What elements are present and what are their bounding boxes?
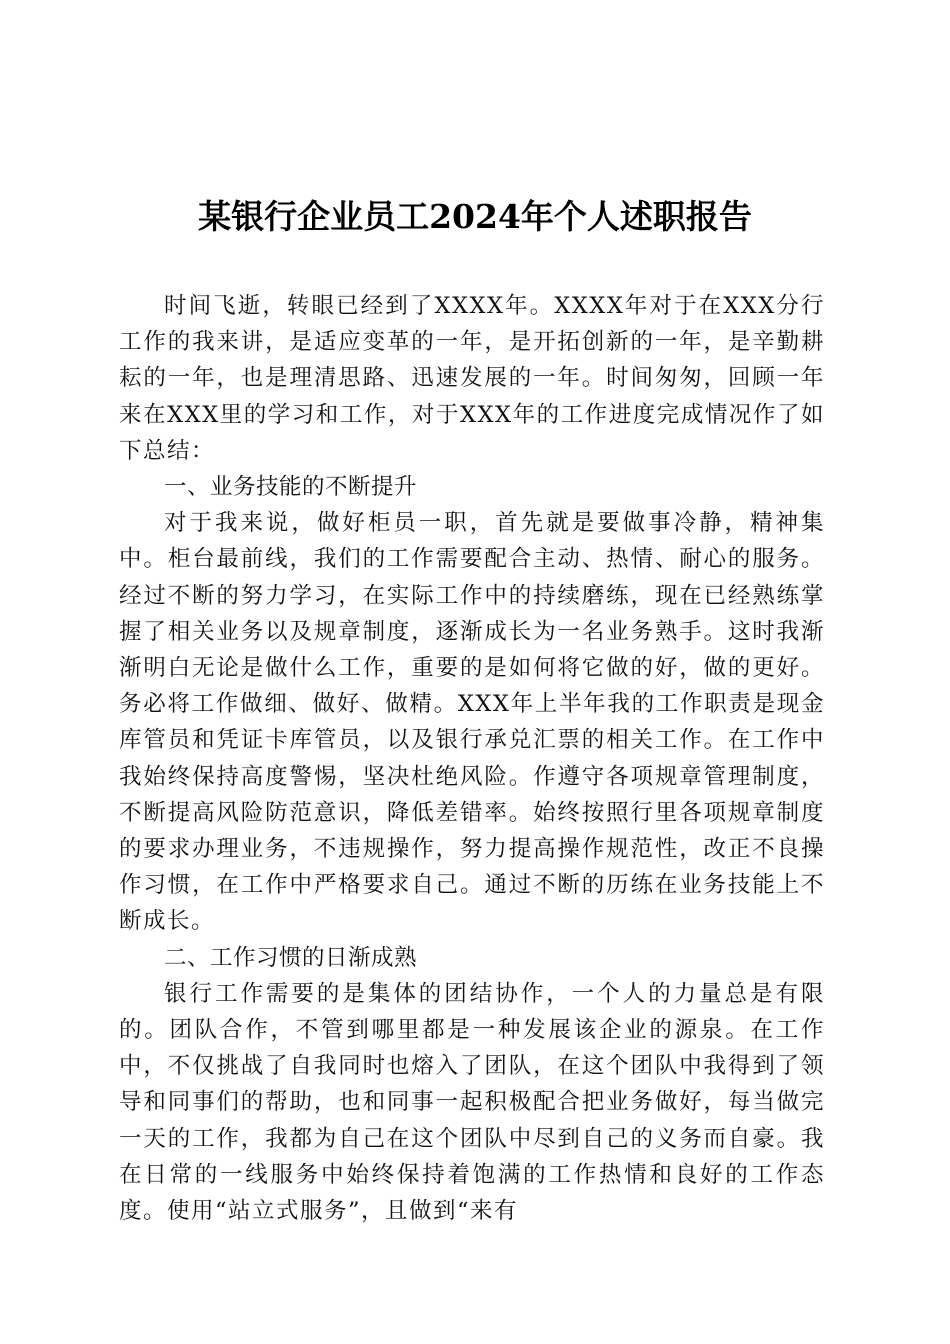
- document-body: [119, 288, 825, 1229]
- section-paragraph-2: 银行工作需要的是集体的团结协作，一个人的力量总是有限的。团队合作，不管到哪里都是一种发展该企业的源泉。在工作中，不仅挑战了自我同时也熔入了团队，在这个团队中我得到了领导和同事们的帮助，也和同事一起积极配合把业务做好，每当做完一天的工作，我都为自己在这个团队中尽到自己的义务而自豪。我在日常的一线服务中始终保持着饱满的工作热情和良好的工作态度。使用“站立式服务”，且做到“来有: [119, 980, 825, 1225]
- section-heading-2: 二、工作习惯的日渐成熟: [164, 944, 418, 971]
- intro-paragraph: 时间飞逝，转眼已经到了XXXX年。XXXX年对于在XXX分行工作的我来讲，是适应变革的一年，是开拓创新的一年，是辛勤耕耘的一年，也是理清思路、迅速发展的一年。时间匆匆，回顾一年来在XXX里的学习和工作，对于XXX年的工作进度完成情况作了如下总结：: [119, 293, 825, 464]
- document-title: 某银行企业员工2024年个人述职报告: [198, 197, 752, 236]
- section-heading-1: 一、业务技能的不断提升: [164, 474, 418, 501]
- section-paragraph-1: 对于我来说，做好柜员一职，首先就是要做事冷静，精神集中。柜台最前线，我们的工作需要配合主动、热情、耐心的服务。经过不断的努力学习，在实际工作中的持续磨练，现在已经熟练掌握了相关业务以及规章制度，逐渐成长为一名业务熟手。这时我渐渐明白无论是做什么工作，重要的是如何将它做的好，做的更好。务必将工作做细、做好、做精。XXX年上半年我的工作职责是现金库管员和凭证卡库管员，以及银行承兑汇票的相关工作。在工作中我始终保持高度警惕，坚决杜绝风险。作遵守各项规章管理制度，不断提高风险防范意识，降低差错率。始终按照行里各项规章制度的要求办理业务，不违规操作，努力提高操作规范性，改正不良操作习惯，在工作中严格要求自己。通过不断的历练在业务技能上不断成长。: [119, 510, 825, 935]
